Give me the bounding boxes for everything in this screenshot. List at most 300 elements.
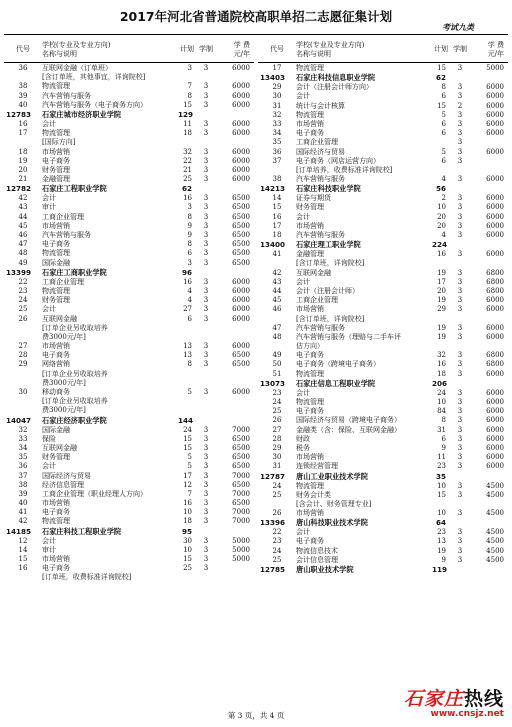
cell-code: 30 [272, 92, 282, 101]
cell-name: 金融管理 [42, 175, 70, 184]
cell-years: 3 [457, 555, 463, 564]
cell-name: 电子商务 [296, 537, 324, 546]
table-row [4, 342, 254, 351]
table-row [258, 435, 508, 444]
header-fee-1: 学 费 [233, 41, 250, 49]
note-row [258, 259, 508, 268]
cell-code: 34 [272, 129, 282, 138]
cell-code: 13400 [260, 240, 286, 250]
cell-name: 会计 [42, 536, 56, 545]
cell-code: 45 [18, 221, 28, 230]
cell-code: 30 [18, 388, 28, 396]
cell-plan: 25 [183, 564, 192, 573]
cell-code: 19 [18, 156, 28, 165]
cell-fee: 6000 [486, 407, 504, 416]
cell-years: 3 [203, 296, 209, 305]
cell-code: 42 [18, 517, 28, 526]
cell-code: 29 [272, 83, 282, 92]
cell-name: 费3000元/年] [42, 378, 86, 387]
table-row [4, 64, 254, 73]
cell-years: 2 [457, 101, 463, 110]
table-row [4, 537, 254, 546]
cell-years: 3 [457, 156, 463, 165]
cell-name: 财务管理 [296, 203, 324, 212]
cell-code: 26 [272, 509, 282, 518]
cell-plan: 64 [435, 518, 446, 528]
cell-fee: 6000 [486, 443, 504, 452]
cell-code: 14213 [260, 184, 286, 194]
cell-code: 48 [272, 332, 282, 341]
table-row [258, 547, 508, 556]
cell-plan: 129 [178, 109, 194, 119]
table-row [258, 287, 508, 296]
cell-code: 50 [272, 360, 282, 369]
cell-years: 3 [457, 509, 463, 518]
cell-fee: 6500 [232, 480, 250, 489]
table-row [4, 388, 254, 397]
cell-name: 石家庄科技信息职业学院 [296, 73, 376, 83]
cell-fee: 6500 [232, 221, 250, 230]
page-title: 2017年河北省普通院校高职单招二志愿征集计划 [119, 9, 393, 24]
school-row [4, 184, 254, 194]
table-row [4, 278, 254, 287]
cell-code: 13399 [6, 267, 32, 277]
cell-name: 财务管理 [42, 296, 70, 305]
cell-plan: 15 [437, 490, 446, 499]
cell-code: 21 [18, 175, 28, 184]
cell-code: 38 [18, 82, 28, 91]
cell-code: 49 [272, 351, 282, 360]
cell-code: 23 [272, 537, 282, 546]
cell-code: 42 [18, 194, 28, 203]
cell-code: 26 [272, 416, 282, 425]
cell-code: 14 [18, 545, 28, 554]
cell-name: 税务 [296, 443, 310, 452]
header-years: 学制 [453, 45, 467, 53]
cell-years: 3 [457, 369, 463, 378]
cell-plan: 17 [183, 471, 192, 480]
cell-code: 17 [272, 221, 282, 230]
cell-fee: 5000 [232, 555, 250, 563]
cell-name: 费3000元/年] [42, 332, 86, 341]
cell-code: 13403 [260, 73, 286, 83]
cell-name: 唐山科技职业技术学院 [296, 518, 368, 528]
cell-years: 3 [457, 194, 463, 203]
cell-fee: 7000 [232, 508, 250, 517]
cell-plan: 7 [187, 82, 192, 91]
cell-name: 电子商务 [296, 129, 324, 138]
cell-name: 市场营销 [42, 499, 70, 508]
cell-fee: 6000 [232, 305, 250, 314]
cell-name: 汽车营销与服务 [296, 175, 345, 184]
cell-plan: 6 [441, 434, 446, 443]
cell-plan: 3 [187, 258, 192, 267]
cell-years: 3 [457, 286, 463, 295]
cell-name: [订单班，收费标准详询院校] [42, 573, 132, 582]
cell-code: 26 [18, 314, 28, 323]
cell-name: 会计 [296, 277, 310, 286]
cell-fee: 6000 [486, 332, 504, 341]
cell-fee: 6000 [232, 82, 250, 91]
cell-plan: 84 [437, 407, 446, 416]
table-row [258, 407, 508, 416]
cell-plan: 8 [441, 416, 446, 425]
cell-plan: 15 [437, 64, 446, 72]
cell-name: 石家庄理工职业学院 [296, 240, 361, 250]
school-row [258, 518, 508, 528]
cell-code: 30 [272, 453, 282, 462]
cell-plan: 8 [187, 91, 192, 100]
cell-code: 49 [18, 258, 28, 267]
cell-plan: 20 [437, 221, 446, 230]
cell-plan: 62 [181, 184, 192, 194]
cell-fee: 6500 [232, 249, 250, 258]
table-row [258, 231, 508, 240]
watermark-url: www.cnsjz.net [430, 709, 504, 719]
cell-plan: 10 [437, 481, 446, 490]
cell-years: 3 [203, 425, 209, 434]
cell-years: 3 [203, 360, 209, 369]
note-row [4, 333, 254, 342]
cell-fee: 6000 [486, 119, 504, 128]
school-row [4, 110, 254, 120]
cell-fee: 6000 [486, 101, 504, 110]
cell-code: 32 [18, 425, 28, 434]
school-row [4, 416, 254, 426]
cell-fee: 6000 [232, 286, 250, 295]
cell-years: 3 [203, 165, 209, 174]
cell-name: 石家庄工商职业学院 [42, 267, 107, 277]
cell-name: 石家庄经济职业学院 [42, 415, 107, 425]
cell-code: 39 [18, 489, 28, 498]
note-row [4, 73, 254, 82]
cell-plan: 56 [435, 184, 446, 194]
cell-plan: 23 [437, 462, 446, 471]
cell-years: 3 [203, 129, 209, 138]
cell-plan: 12 [183, 480, 192, 489]
cell-code: 20 [18, 165, 28, 174]
cell-plan: 5 [187, 388, 192, 396]
table-row [4, 426, 254, 435]
cell-plan: 32 [183, 147, 192, 156]
cell-plan: 16 [183, 499, 192, 508]
cell-plan: 3 [187, 64, 192, 72]
cell-years: 3 [203, 119, 209, 128]
cell-code: 35 [272, 138, 282, 147]
cell-code: 31 [272, 462, 282, 471]
cell-name: 石家庄科技工程职业学院 [42, 526, 122, 536]
table-row [258, 148, 508, 157]
cell-name: 市场营销 [296, 119, 324, 128]
cell-years: 3 [203, 536, 209, 545]
cell-name: 市场营销 [296, 453, 324, 462]
table-row [4, 315, 254, 324]
cell-name: 唐山工业职业技术学院 [296, 471, 368, 481]
cell-plan: 13 [183, 351, 192, 360]
cell-name: 电子商务 [296, 407, 324, 416]
school-row [258, 379, 508, 389]
cell-name: 会计 [42, 305, 56, 314]
cell-name: 工商企业管理 [42, 212, 84, 221]
cell-plan: 224 [432, 240, 448, 250]
cell-years: 3 [457, 462, 463, 471]
cell-plan: 9 [441, 555, 446, 564]
cell-name: 统计与会计核算 [296, 101, 345, 110]
cell-code: 51 [272, 369, 282, 378]
cell-fee: 6800 [486, 351, 504, 360]
cell-name: 保险 [42, 434, 56, 443]
table-row [4, 490, 254, 499]
cell-name: 会计 [296, 212, 310, 221]
cell-fee: 6000 [232, 342, 250, 351]
cell-plan: 16 [437, 250, 446, 259]
cell-fee: 6000 [486, 434, 504, 443]
cell-name: 国际金融 [42, 425, 70, 434]
cell-plan: 20 [437, 286, 446, 295]
left-column [4, 40, 254, 583]
table-row [258, 426, 508, 435]
cell-name: 经济信息管理 [42, 480, 84, 489]
cell-code: 12787 [260, 471, 286, 481]
cell-years: 3 [457, 203, 463, 212]
cell-years: 3 [203, 203, 209, 212]
note-row [4, 138, 254, 147]
cell-years: 3 [203, 156, 209, 165]
cell-years: 3 [203, 462, 209, 471]
cell-code: 47 [272, 323, 282, 332]
cell-name: 移动商务 [42, 388, 70, 396]
cell-fee: 6000 [486, 203, 504, 212]
cell-code: 24 [272, 546, 282, 555]
cell-name: 会计信息管理 [296, 555, 338, 564]
table-row [4, 213, 254, 222]
cell-plan: 15 [183, 100, 192, 109]
cell-years: 3 [457, 425, 463, 434]
table-row [4, 546, 254, 555]
cell-plan: 8 [441, 83, 446, 92]
table-row [258, 213, 508, 222]
cell-code: 14047 [6, 415, 32, 425]
table-row [4, 129, 254, 138]
cell-fee: 6800 [486, 286, 504, 295]
exam-category-label: 考试九类 [442, 23, 474, 32]
cell-code: 25 [272, 490, 282, 499]
cell-name: [订单企业另收取培养 [42, 323, 108, 332]
header-code: 代号 [16, 45, 30, 53]
cell-name: 互联网金融 [42, 443, 77, 452]
table-row [4, 564, 254, 573]
table-row [4, 92, 254, 101]
cell-plan: 9 [187, 231, 192, 239]
cell-name: [含订单班，详询院校] [296, 259, 365, 268]
cell-name: 电子商务（跨境电子商务） [296, 360, 380, 369]
cell-name: 工商企业管理 [296, 138, 338, 147]
cell-name: 物流管理 [296, 110, 324, 119]
table-row [258, 64, 508, 73]
cell-fee: 6000 [486, 83, 504, 92]
cell-plan: 8 [187, 212, 192, 221]
cell-fee: 6000 [486, 296, 504, 305]
cell-plan: 19 [437, 268, 446, 277]
cell-fee: 4500 [486, 481, 504, 490]
cell-fee: 6000 [486, 462, 504, 471]
cell-name: 网络营销 [42, 360, 70, 369]
cell-years: 3 [457, 528, 463, 537]
cell-years: 3 [457, 92, 463, 101]
cell-code: 48 [18, 249, 28, 258]
table-row [4, 472, 254, 481]
cell-fee: 6000 [486, 416, 504, 425]
cell-years: 3 [203, 286, 209, 295]
note-row [4, 370, 254, 379]
table-row [4, 166, 254, 175]
cell-plan: 10 [437, 509, 446, 518]
table-row [258, 444, 508, 453]
note-row [4, 379, 254, 388]
table-row [4, 296, 254, 305]
watermark-brand-black: 热线 [463, 688, 504, 710]
cell-code: 15 [18, 555, 28, 563]
cell-fee: 6000 [232, 91, 250, 100]
note-row [258, 342, 508, 351]
table-row [258, 537, 508, 546]
cell-plan: 5 [441, 147, 446, 156]
cell-years: 3 [457, 490, 463, 499]
table-row [4, 444, 254, 453]
cell-fee: 7000 [232, 471, 250, 480]
cell-name: 国际经济与贸易（跨境电子商务） [296, 416, 401, 425]
cell-plan: 19 [437, 296, 446, 305]
table-row [258, 269, 508, 278]
cell-plan: 144 [178, 415, 194, 425]
cell-code: 32 [272, 110, 282, 119]
table-row [258, 416, 508, 425]
cell-name: 电子商务 [42, 156, 70, 165]
cell-plan: 18 [437, 369, 446, 378]
cell-years: 3 [203, 314, 209, 323]
cell-name: 电子商务 [42, 240, 70, 249]
cell-code: 23 [272, 388, 282, 397]
school-row [258, 73, 508, 83]
cell-years: 3 [457, 453, 463, 462]
cell-fee: 5000 [486, 64, 504, 72]
cell-plan: 7 [187, 489, 192, 498]
cell-plan: 21 [183, 165, 192, 174]
cell-plan: 35 [435, 471, 446, 481]
cell-plan: 11 [437, 453, 446, 462]
cell-fee: 6000 [486, 110, 504, 119]
table-row [258, 250, 508, 259]
cell-code: 37 [272, 156, 282, 165]
cell-code: 15 [272, 203, 282, 212]
cell-plan: 15 [183, 434, 192, 443]
cell-code: 27 [18, 342, 28, 351]
cell-fee: 4500 [486, 555, 504, 564]
cell-fee: 6000 [486, 323, 504, 332]
cell-code: 29 [272, 443, 282, 452]
table-row [258, 491, 508, 500]
watermark-brand [404, 684, 504, 711]
cell-fee: 6000 [486, 129, 504, 138]
table-row [258, 175, 508, 184]
cell-name: [国际方向] [42, 138, 76, 147]
table-row [258, 360, 508, 369]
cell-name: 工商企业管理 [296, 296, 338, 305]
cell-fee: 6500 [232, 499, 250, 508]
table-row [4, 259, 254, 268]
cell-code: 12783 [6, 109, 32, 119]
cell-plan: 9 [441, 443, 446, 452]
cell-name: 国际金融 [42, 258, 70, 267]
cell-name: 互联网金融（订单班） [42, 64, 112, 72]
cell-name: 物流管理 [296, 481, 324, 490]
cell-plan: 27 [183, 305, 192, 314]
cell-plan: 96 [181, 267, 192, 277]
table-row [258, 398, 508, 407]
cell-years: 3 [203, 305, 209, 314]
cell-code: 40 [18, 100, 28, 109]
cell-fee: 6000 [232, 129, 250, 138]
cell-code: 38 [272, 175, 282, 184]
cell-fee: 6000 [486, 250, 504, 259]
cell-code: 33 [272, 119, 282, 128]
cell-years: 3 [457, 231, 463, 239]
cell-years: 3 [203, 434, 209, 443]
cell-fee: 6000 [486, 425, 504, 434]
table-row [4, 157, 254, 166]
cell-fee: 6500 [232, 212, 250, 221]
cell-years: 3 [203, 231, 209, 239]
cell-name: [订单企业另收取培养 [42, 369, 108, 378]
cell-code: 22 [18, 277, 28, 286]
school-row [4, 268, 254, 278]
cell-fee: 6000 [232, 165, 250, 174]
header-name-2: 名称与说明 [296, 50, 331, 58]
cell-name: 会计 [42, 119, 56, 128]
cell-code: 47 [18, 240, 28, 249]
cell-fee: 6000 [486, 175, 504, 184]
cell-plan: 19 [437, 332, 446, 341]
cell-years: 3 [457, 147, 463, 156]
cell-name: 汽车营销与服务 [296, 231, 345, 239]
note-row [4, 406, 254, 415]
cell-name: 物流管理 [42, 82, 70, 91]
table-row [258, 370, 508, 379]
cell-code: 40 [18, 499, 28, 508]
table-row [258, 111, 508, 120]
note-row [4, 324, 254, 333]
cell-code: 14185 [6, 526, 32, 536]
cell-code: 24 [272, 481, 282, 490]
cell-fee: 6500 [232, 360, 250, 369]
cell-years: 3 [457, 481, 463, 490]
cell-years: 3 [457, 83, 463, 92]
cell-code: 36 [18, 462, 28, 471]
table-row [258, 222, 508, 231]
right-column [258, 40, 508, 575]
school-row [4, 527, 254, 537]
cell-name: 连锁经营管理 [296, 462, 338, 471]
cell-plan: 31 [437, 425, 446, 434]
cell-fee: 6000 [232, 64, 250, 72]
cell-years: 3 [203, 388, 209, 396]
cell-plan: 5 [441, 110, 446, 119]
cell-fee: 6500 [232, 462, 250, 471]
top-rule [4, 34, 508, 35]
cell-years: 3 [203, 147, 209, 156]
cell-code: 25 [272, 555, 282, 564]
cell-code: 44 [272, 286, 282, 295]
